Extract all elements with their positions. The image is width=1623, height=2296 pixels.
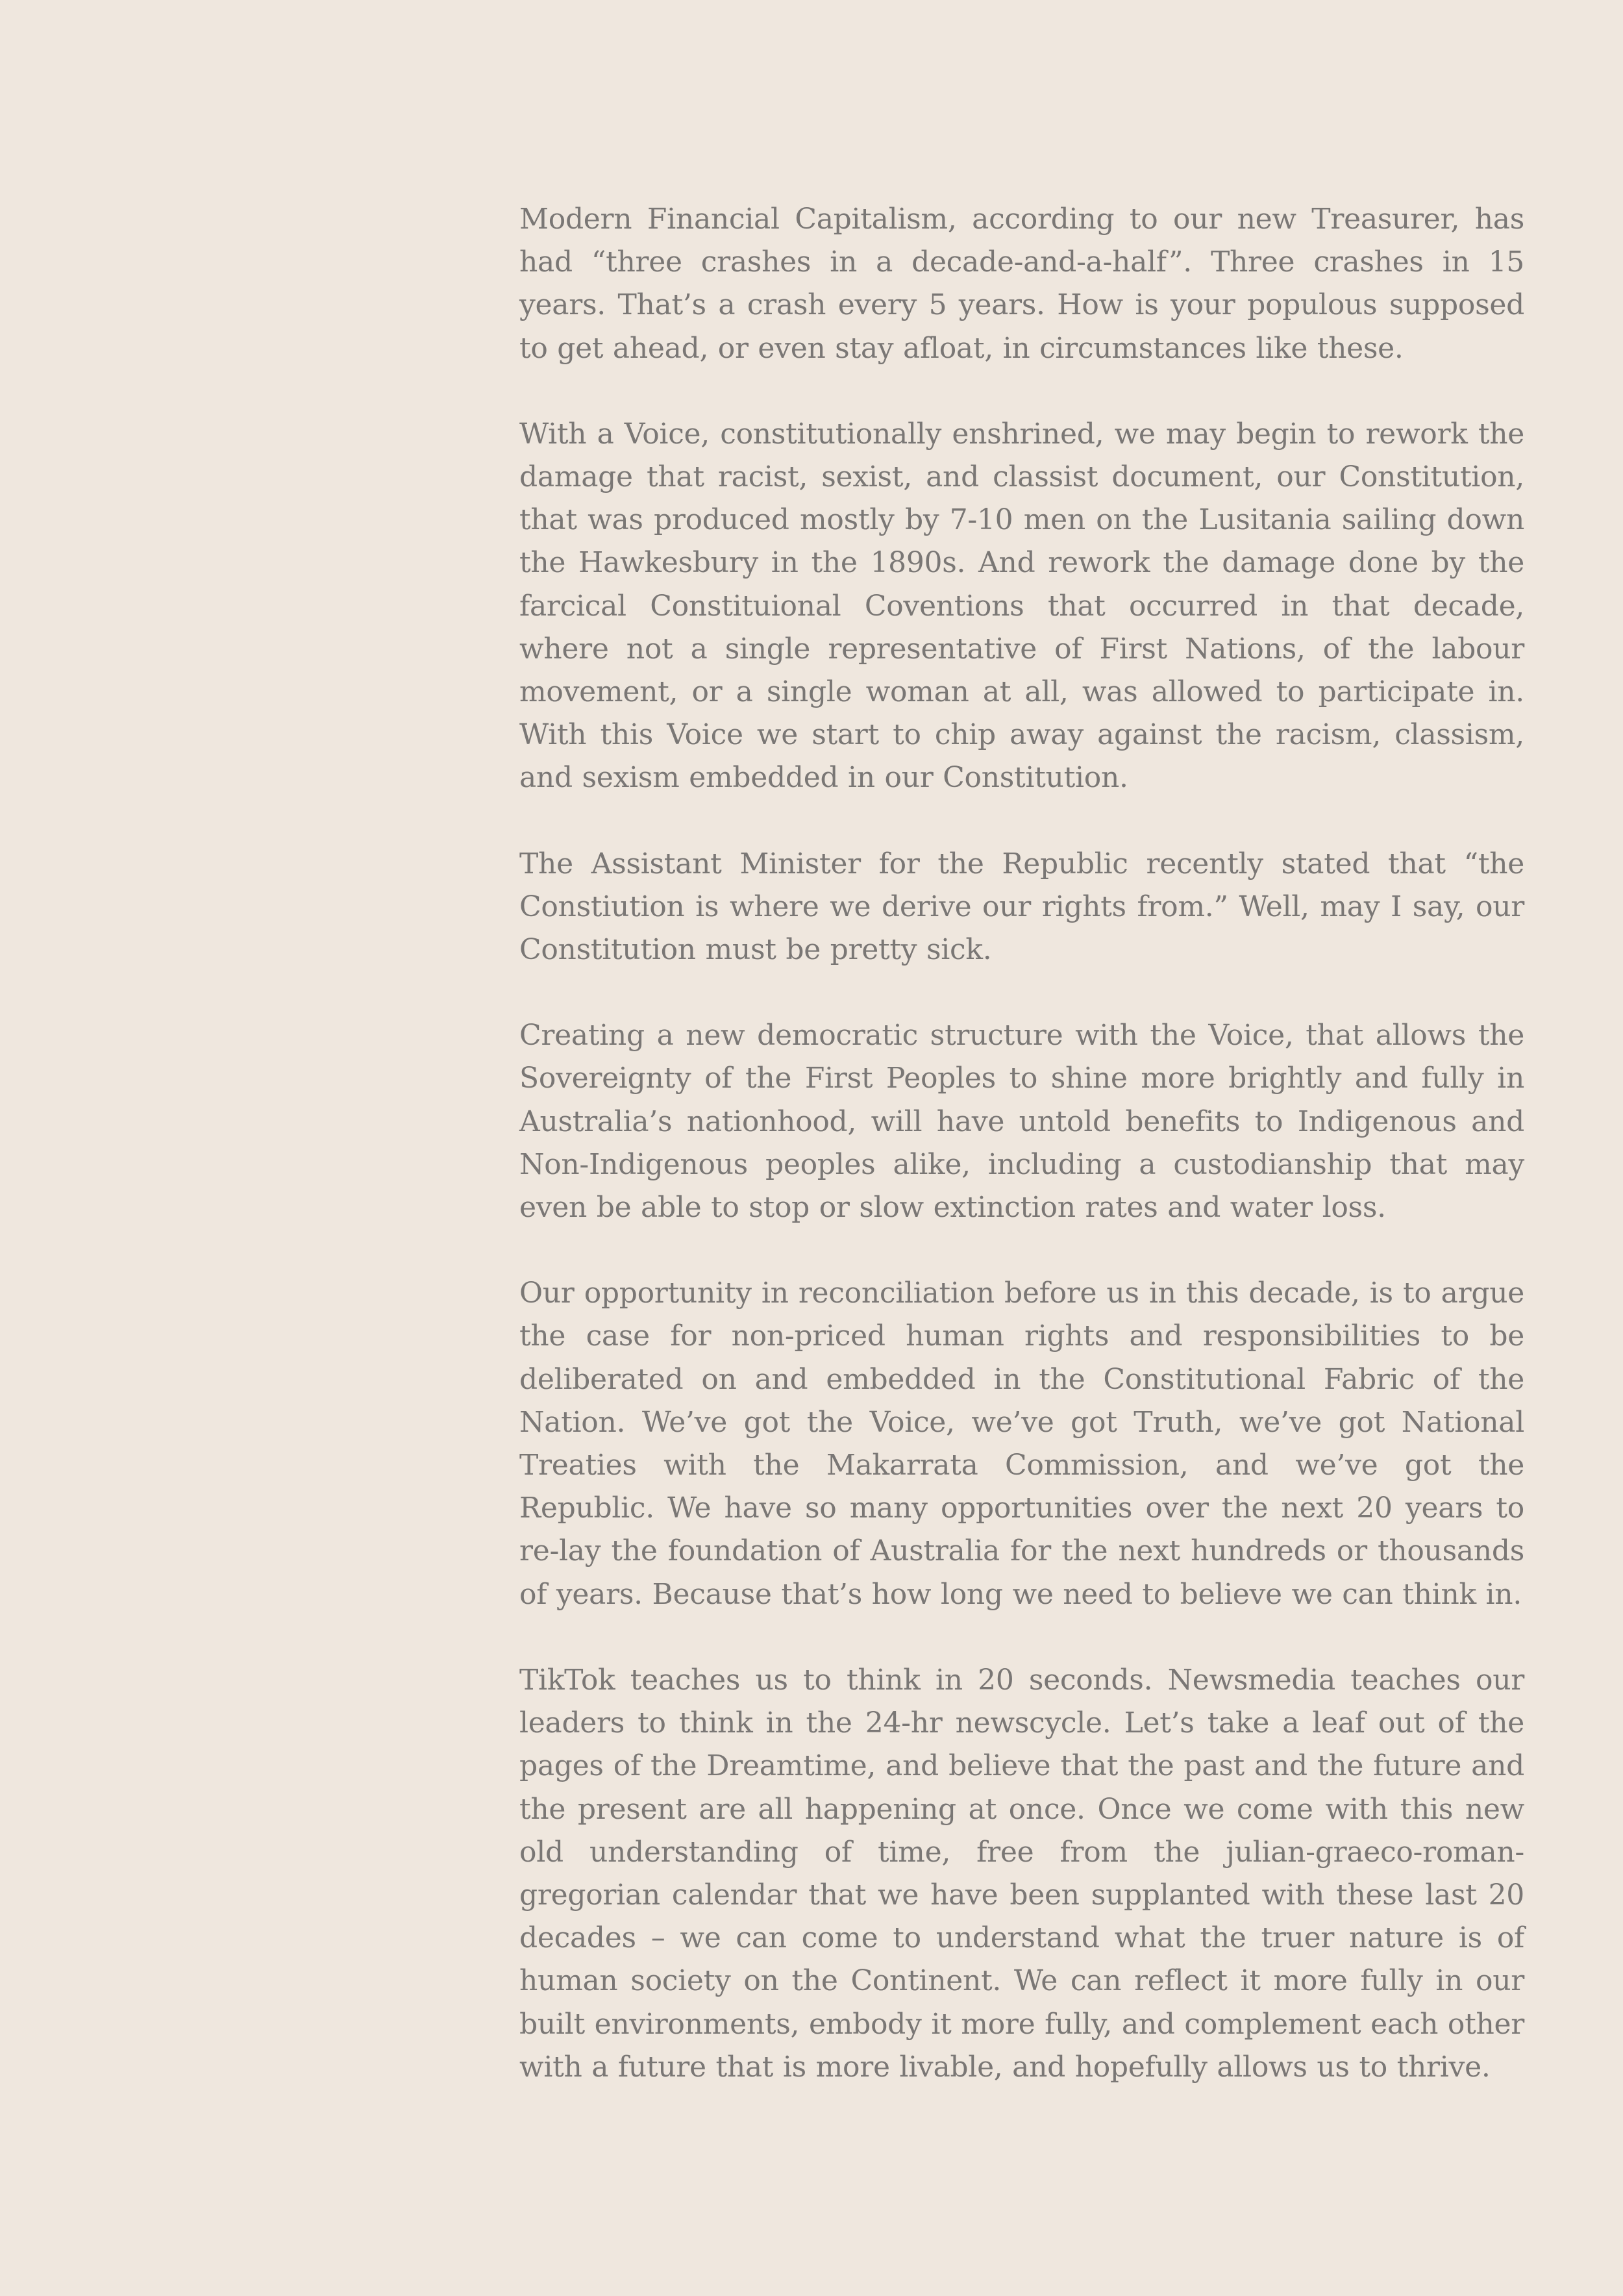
paragraph-financial-capitalism: Modern Financial Capitalism, according to our new Treasurer, has had “three crashes in a decade-and-a-half”. Three crashes in 15 years. That’s a crash every 5 years. How is your populous supposed to get ahead, or even stay afloat, in circumstances like these. bbox=[519, 203, 1524, 365]
paragraph-assistant-minister: The Assistant Minister for the Republic recently stated that “the Constiution is where we derive our rights from.” Well, may I say, our Constitution must be pretty sick. bbox=[519, 847, 1524, 967]
paragraph-tiktok-time: TikTok teaches us to think in 20 seconds. Newsmedia teaches our leaders to think in the 24-hr newscycle. Let’s take a leaf out of the pages of the Dreamtime, and believe that the past and the future and the present are all happening at once. Once we come with this new old understanding of time, free from the julian-graeco-roman-gregorian calendar that we have been supplanted with these last 20 decades – we can come to understand what the truer nature is of human society on the Continent. We can reflect it more fully in our built environments, embody it more fully, and complement each other with a future that is more livable, and hopefully allows us to thrive. bbox=[519, 1663, 1524, 2084]
text-column bbox=[519, 198, 1524, 2132]
paragraph-democratic-structure: Creating a new democratic structure with the Voice, that allows the Sovereignty of the First Peoples to shine more brightly and fully in Australia’s nationhood, will have untold benefits to Indigenous and Non-Indigenous peoples alike, including a custodianship that may even be able to stop or slow extinction rates and water loss. bbox=[519, 1019, 1524, 1225]
paragraph-reconciliation: Our opportunity in reconciliation before us in this decade, is to argue the case for non-priced human rights and responsibilities to be deliberated on and embedded in the Constitutional Fabric of the Nation. We’ve got the Voice, we’ve got Truth, we’ve got National Treaties with the Makarrata Commission, and we’ve got the Republic. We have so many opportunities over the next 20 years to re-lay the foundation of Australia for the next hundreds or thousands of years. Because that’s how long we need to believe we can think in. bbox=[519, 1277, 1524, 1611]
paragraph-voice-constitution: With a Voice, constitutionally enshrined, we may begin to rework the damage that racist, sexist, and classist document, our Constitution, that was produced mostly by 7-10 men on the Lusitania sailing down the Hawkesbury in the 1890s. And rework the damage done by the farcical Constituional Coventions that occurred in that decade, where not a single representative of First Nations, of the labour movement, or a single woman at all, was allowed to participate in. With this Voice we start to chip away against the racism, classism, and sexism embedded in our Constitution. bbox=[519, 417, 1524, 795]
